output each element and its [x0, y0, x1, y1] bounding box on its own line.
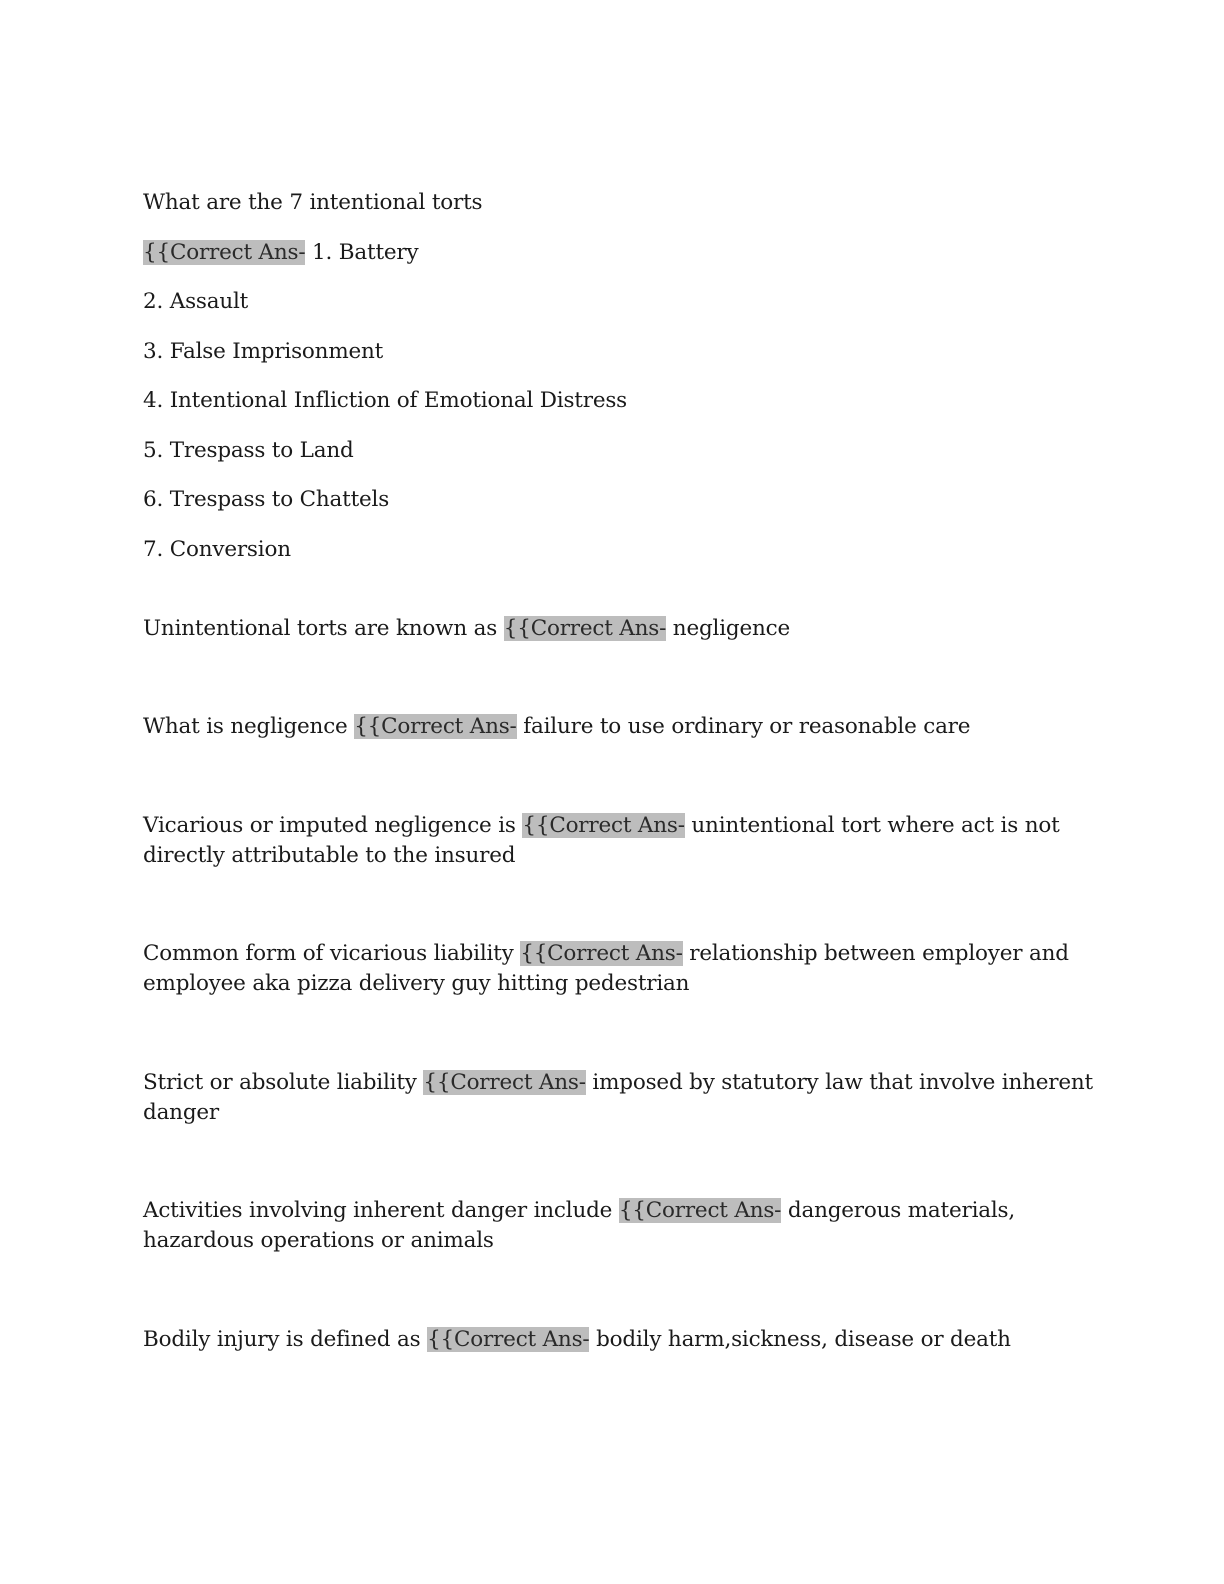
list-item [143, 238, 1083, 268]
answer-text-continued: employee aka pizza delivery guy hitting pedestrian [143, 971, 690, 996]
answer-marker: {{Correct Ans- [354, 714, 517, 739]
qa-item [143, 811, 1083, 871]
answer-text: negligence [666, 615, 790, 641]
answer-marker: {{Correct Ans- [423, 1069, 586, 1095]
question-text: Bodily injury is defined as [143, 1326, 428, 1352]
list-item: 6. Trespass to Chattels [143, 487, 390, 512]
answer-text-continued: directly attributable to the insured [143, 842, 516, 868]
answer-text: unintentional tort where act is not [684, 812, 1060, 838]
question-text: Vicarious or imputed negligence is [143, 812, 523, 838]
question-intentional-torts: What are the 7 intentional torts [143, 190, 483, 215]
answer-marker: {{Correct Ans- [503, 615, 667, 641]
answer-marker: {{Correct Ans- [520, 941, 683, 966]
question-text: Unintentional torts are known as [143, 615, 504, 641]
question-text: Common form of vicarious liability [143, 941, 521, 966]
answer-text: dangerous materials, [781, 1198, 1016, 1223]
question-text: What is negligence [143, 714, 355, 739]
list-item: 4. Intentional Infliction of Emotional Distress [143, 388, 628, 413]
list-item-text: 1. Battery [305, 239, 419, 265]
list-item: 7. Conversion [143, 536, 291, 562]
answer-text-continued: hazardous operations or animals [143, 1228, 494, 1253]
answer-text: imposed by statutory law that involve inherent [585, 1069, 1093, 1095]
answer-text: relationship between employer and [682, 941, 1069, 966]
answer-marker: {{Correct Ans- [427, 1326, 590, 1352]
qa-item [143, 1196, 1083, 1256]
list-item: 3. False Imprisonment [143, 338, 384, 364]
qa-item [143, 939, 1083, 999]
list-item: 5. Trespass to Land [143, 437, 354, 463]
answer-text-continued: danger [143, 1099, 219, 1125]
qa-item [143, 712, 1083, 742]
qa-item [143, 614, 1083, 644]
question-text: Strict or absolute liability [143, 1069, 424, 1095]
qa-item [143, 1068, 1093, 1128]
qa-item [143, 1325, 1083, 1355]
answer-marker: {{Correct Ans- [522, 812, 685, 838]
list-item: 2. Assault [143, 289, 249, 314]
answer-text: failure to use ordinary or reasonable care [516, 714, 971, 739]
answer-marker: {{Correct Ans- [143, 239, 306, 265]
answer-marker: {{Correct Ans- [618, 1198, 782, 1223]
document-page [143, 188, 1093, 1355]
answer-text: bodily harm,sickness, disease or death [589, 1326, 1011, 1352]
question-text: Activities involving inherent danger include [143, 1198, 619, 1223]
